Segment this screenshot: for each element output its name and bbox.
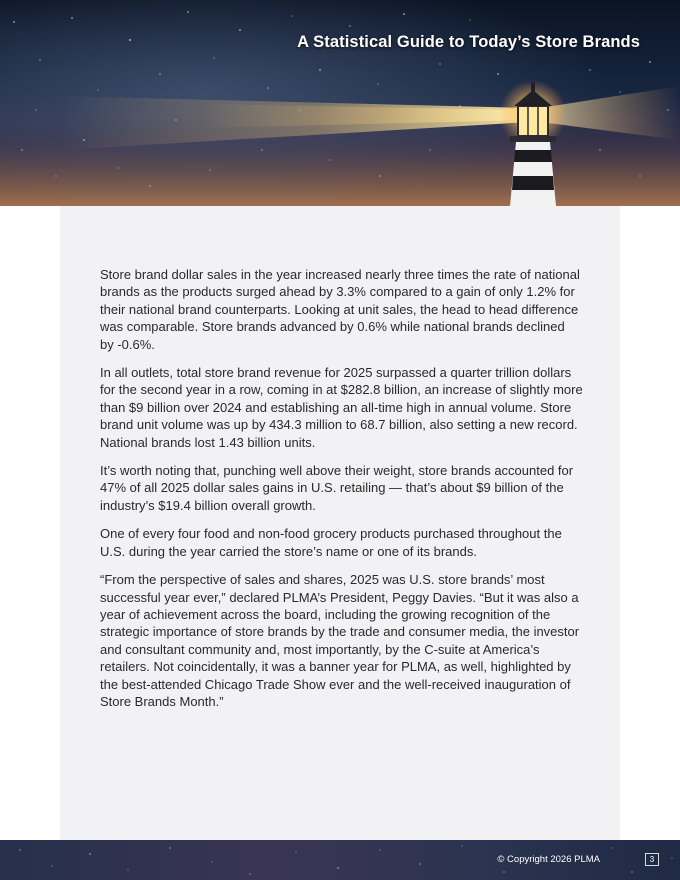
- paragraph: “From the perspective of sales and shares, 2025 was U.S. store brands’ most successful year ever,” declared PLMA’s President, Peggy Davies. “But it was also a year of achievement across the board, including the growing recognition of the strategic importance of store brands by the trade and consumer media, the investor and consultant community and, most importantly, by the C-suite at America’s retailers. Not coincidentally, it was a banner year for PLMA, as well, highlighted by the best-attended Chicago Trade Show ever and the well-received inauguration of Store Brands Month.”: [100, 572, 580, 709]
- header-banner: [0, 0, 680, 206]
- paragraph: One of every four food and non-food grocery products purchased throughout the U.S. during the year carried the store’s name or one of its brands.: [100, 526, 562, 559]
- page-number: 3: [645, 853, 659, 866]
- footer-band: [0, 840, 680, 880]
- copyright-text: © Copyright 2026 PLMA: [497, 854, 600, 865]
- paragraph: Store brand dollar sales in the year increased nearly three times the rate of national brands as the products surged ahead by 3.3% compared to a gain of only 1.2% for their national brand counterparts. Looking at unit sales, the head to head difference was comparable. Store brands advanced by 0.6% while national brands declined by -0.6%.: [100, 267, 580, 352]
- paragraph: In all outlets, total store brand revenue for 2025 surpassed a quarter trillion dollars for the second year in a row, coming in at $282.8 billion, an increase of slightly more than $9 billion over 2024 and establishing an all-time high in annual volume. Store brand unit volume was up by 434.3 million to 68.7 billion, also setting a new record. National brands lost 1.43 billion units.: [100, 365, 583, 450]
- paragraph: It’s worth noting that, punching well above their weight, store brands accounted for 47% of all 2025 dollar sales gains in U.S. retailing — that’s about $9 billion of the industry’s $19.4 billion overall growth.: [100, 463, 574, 513]
- article-body: [100, 266, 584, 721]
- lighthouse-night-sky-image: [0, 0, 680, 206]
- page-title: A Statistical Guide to Today’s Store Brands: [297, 33, 640, 51]
- content-panel: [60, 206, 620, 840]
